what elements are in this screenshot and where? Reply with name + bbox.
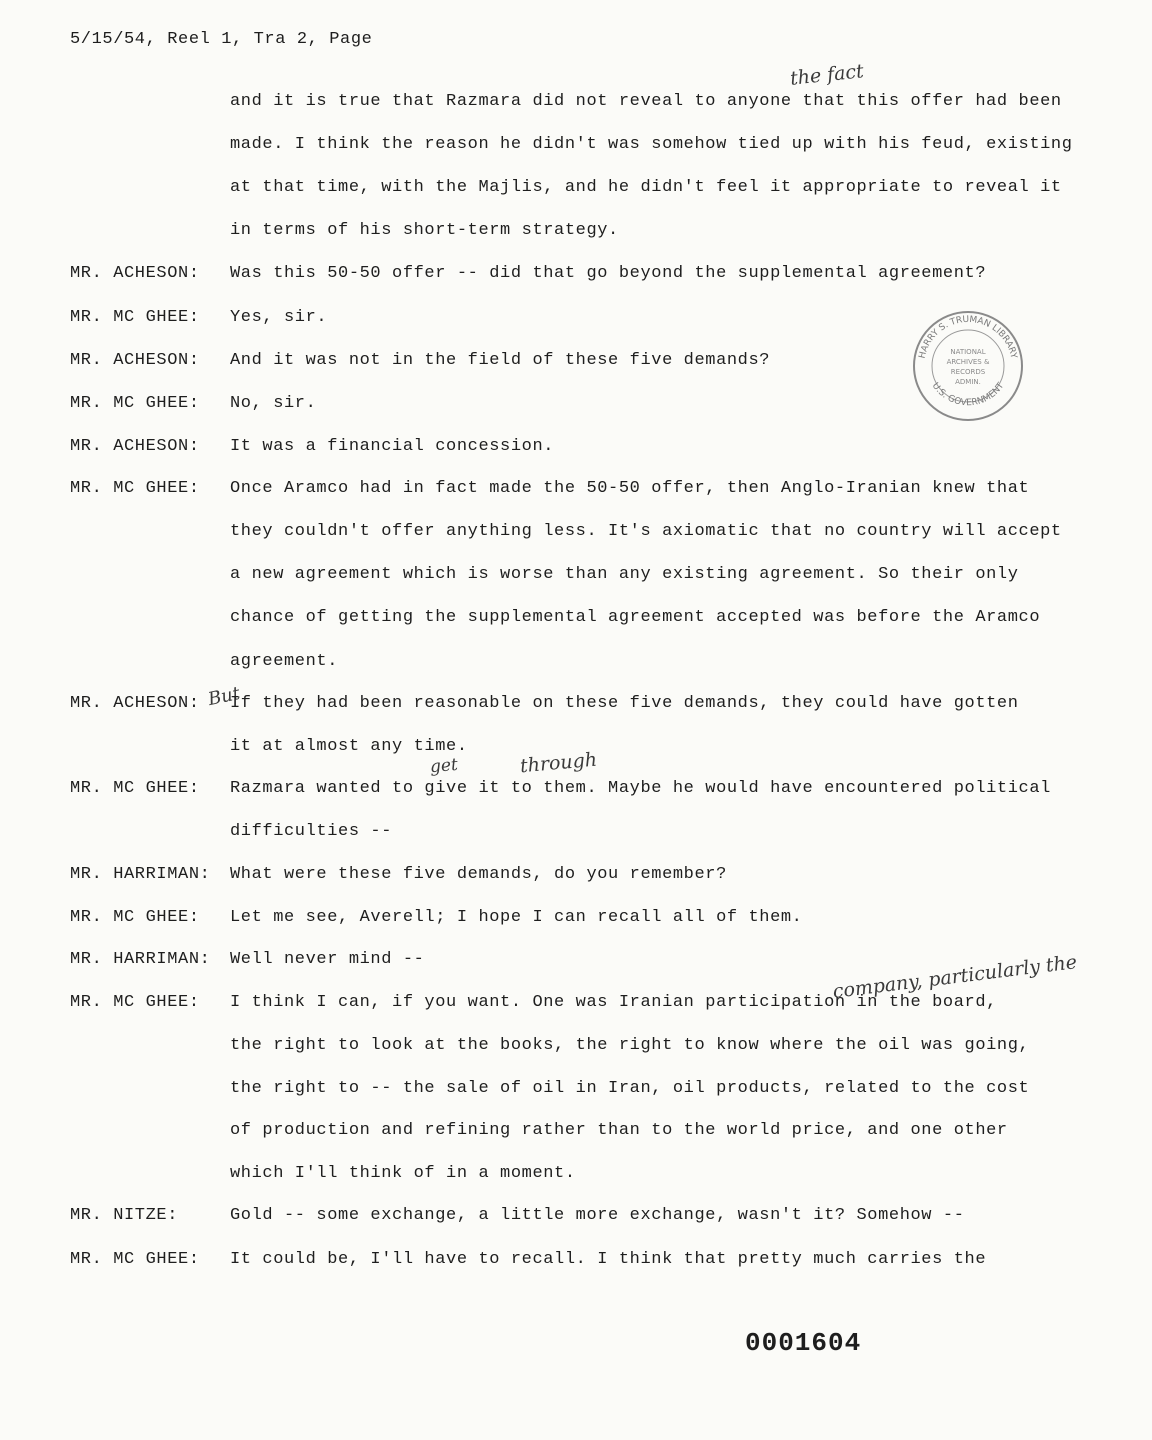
dialogue-line: Let me see, Averell; I hope I can recall all of them. [230,908,803,927]
dialogue-line: Gold -- some exchange, a little more exchange, wasn't it? Somehow -- [230,1206,965,1225]
dialogue-line: agreement. [230,652,339,671]
speaker-label: MR. MC GHEE: [70,479,200,498]
stamp-ring-bottom: U.S. GOVERNMENT [929,381,1007,409]
speaker-label: MR. HARRIMAN: [70,950,211,969]
speaker-label: MR. ACHESON: [70,264,200,283]
speaker-label: MR. MC GHEE: [70,993,200,1012]
dialogue-line: And it was not in the field of these five demands? [230,351,771,370]
dialogue-line: I think I can, if you want. One was Iranian participation in the board, [230,993,997,1012]
dialogue-line: Razmara wanted to give it to them. Maybe he would have encountered political [230,779,1051,798]
stamp-ring-top: HARRY S. TRUMAN LIBRARY [917,314,1019,360]
dialogue-line: difficulties -- [230,822,393,841]
annotation-but: But [206,682,242,711]
annotation-through: through [519,748,598,778]
stamp-center-line: ADMIN. [955,378,981,386]
speaker-label: MR. MC GHEE: [70,394,200,413]
dialogue-line: a new agreement which is worse than any existing agreement. So their only [230,565,1019,584]
annotation-company-particularly: company, particularly the [831,951,1079,1003]
speaker-label: MR. NITZE: [70,1206,179,1225]
dialogue-line: No, sir. [230,394,317,413]
dialogue-line: they couldn't offer anything less. It's axiomatic that no country will accept [230,522,1062,541]
dialogue-line: Yes, sir. [230,308,328,327]
speaker-label: MR. MC GHEE: [70,1250,200,1269]
dialogue-line: Once Aramco had in fact made the 50-50 offer, then Anglo-Iranian knew that [230,479,1030,498]
dialogue-line: It could be, I'll have to recall. I think that pretty much carries the [230,1250,987,1269]
page-header: 5/15/54, Reel 1, Tra 2, Page [70,30,373,49]
continuation-line: at that time, with the Majlis, and he didn't feel it appropriate to reveal it [230,178,1062,197]
dialogue-line: the right to -- the sale of oil in Iran, oil products, related to the cost [230,1079,1030,1098]
dialogue-line: What were these five demands, do you remember? [230,865,727,884]
speaker-label: MR. MC GHEE: [70,908,200,927]
library-stamp [910,308,1026,424]
dialogue-line: Was this 50-50 offer -- did that go beyond the supplemental agreement? [230,264,987,283]
stamp-center-line: ARCHIVES & [946,358,990,366]
dialogue-line: the right to look at the books, the right to know where the oil was going, [230,1036,1030,1055]
dialogue-line: It was a financial concession. [230,437,555,456]
speaker-label: MR. ACHESON: [70,437,200,456]
dialogue-line: which I'll think of in a moment. [230,1164,576,1183]
dialogue-line: chance of getting the supplemental agreement accepted was before the Aramco [230,608,1041,627]
continuation-line: in terms of his short-term strategy. [230,221,619,240]
annotation-the-fact: the fact [789,60,865,90]
speaker-label: MR. ACHESON: [70,694,200,713]
continuation-line: and it is true that Razmara did not reveal to anyone that this offer had been [230,92,1062,111]
stamp-center-line: RECORDS [950,368,986,376]
dialogue-line: If they had been reasonable on these five demands, they could have gotten [230,694,1019,713]
document-number: 0001604 [745,1328,862,1358]
speaker-label: MR. MC GHEE: [70,308,200,327]
speaker-label: MR. HARRIMAN: [70,865,211,884]
stamp-center-line: NATIONAL [950,348,986,356]
annotation-get: get [429,754,459,778]
dialogue-line: of production and refining rather than to the world price, and one other [230,1121,1008,1140]
dialogue-line: it at almost any time. [230,737,468,756]
speaker-label: MR. MC GHEE: [70,779,200,798]
speaker-label: MR. ACHESON: [70,351,200,370]
continuation-line: made. I think the reason he didn't was somehow tied up with his feud, existing [230,135,1073,154]
dialogue-line: Well never mind -- [230,950,425,969]
